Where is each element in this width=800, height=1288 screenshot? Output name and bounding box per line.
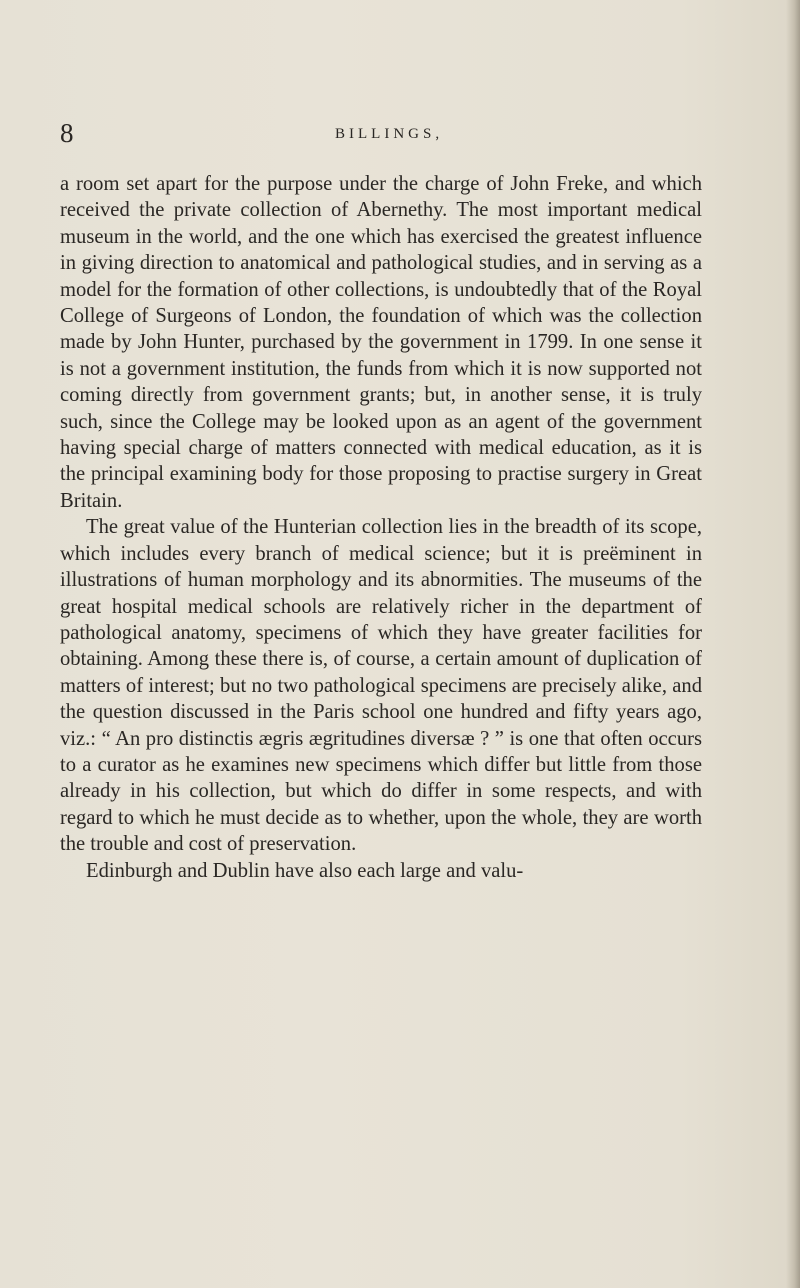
paragraph: a room set apart for the purpose under the charge of John Freke, and which received the private collection of Abernethy. The most important medical museum in the world, and the one which has exercised the greatest influence in giving direction to anatomical and pathological studies, and in serving as a model for the formation of other collections, is undoubtedly that of the Royal College of Surgeons of London, the foundation of which was the collection made by John Hunter, purchased by the government in 1799. In one sense it is not a government institution, the funds from which it is now supported not coming directly from government grants; but, in another sense, it is truly such, since the College may be looked upon as an agent of the government having special charge of matters connected with medical education, as it is the principal examining body for those proposing to practise surgery in Great Britain. bbox=[60, 173, 702, 512]
paragraph: Edinburgh and Dublin have also each large and valu- bbox=[86, 859, 524, 882]
page-header bbox=[60, 116, 700, 150]
page-number: 8 bbox=[60, 118, 74, 148]
page-edge-shadow bbox=[786, 0, 800, 1288]
paragraph: The great value of the Hunterian collection lies in the breadth of its scope, which includes every branch of medical science; but it is preëminent in illustrations of human morphology and its abnormities. The museums of the great hospital medical schools are relatively richer in the department of pathological anatomy, specimens of which they have greater facilities for obtaining. Among these there is, of course, a certain amount of duplication of matters of interest; but no two pathological specimens are precisely alike, and the question discussed in the Paris school one hundred and fifty years ago, viz.: “ An pro distinctis ægris ægritudines diversæ ? ” is one that often occurs to a curator as he examines new specimens which differ but little from those already in his collection, but which do differ in some respects, and with regard to which he must decide as to whether, upon the whole, they are worth the trouble and cost of preservation. bbox=[60, 516, 702, 856]
running-head: BILLINGS, bbox=[335, 126, 444, 142]
body-text bbox=[60, 171, 702, 884]
